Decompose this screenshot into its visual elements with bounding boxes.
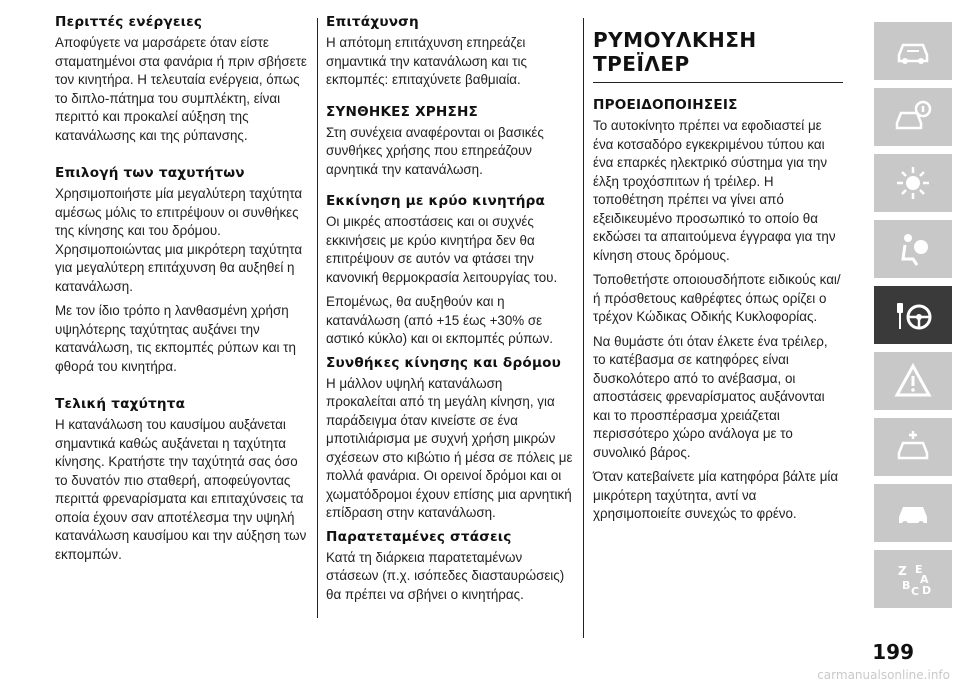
paragraph: Στη συνέχεια αναφέρονται οι βασικές συνθήκες χρήσης που επηρεάζουν αρνητικά την κατανάλωση. [326,124,544,177]
breakdown-triangle-icon [893,361,933,401]
heading-acceleration: Επιτάχυνση [326,14,419,30]
heading-unnecessary-actions: Περιττές ενέργειες [55,14,203,30]
paragraph: Το αυτοκίνητο πρέπει να εφοδιαστεί με ένα κοτσαδόρο εγκεκριμένου τύπου και ένα επαρκές ηλεκτρικό σύστημα για την έλξη τροχόσπιτων ή τρέιλερ. Η τοποθέτηση πρέπει να γίνει από εξειδικευμένο προσωπικό το οποίο θα εκδώσει τα απαιτούμενα έγγραφα για την κίνηση στους δρόμους. [593,118,836,263]
tab-index[interactable] [874,550,952,608]
heading-warnings: ΠΡΟΕΙΔΟΠΟΙΗΣΕΙΣ [593,97,738,113]
tab-safety[interactable] [874,220,952,278]
paragraph: Τοποθετήστε οποιουσδήποτε ειδικούς και/ή πρόσθετους καθρέφτες όπως ορίζει ο τρέχον Κώδικας Οδικής Κυκλοφορίας. [593,272,841,324]
page-number: 199 [872,640,914,664]
maintenance-car-icon [893,427,933,467]
technical-data-car-icon [893,493,933,533]
column-divider [583,18,584,638]
tab-warning-lights[interactable] [874,154,952,212]
paragraph: Οι μικρές αποστάσεις και οι συχνές εκκινήσεις με κρύο κινητήρα δεν θα επιτρέψουν σε αυτόν να φτάσει την κανονική θερμοκρασία λειτουργίας του. [326,214,558,285]
svg-text:C: C [911,585,920,598]
section-title: ΡΥΜΟΥΛΚΗΣΗ ΤΡΕΪΛΕΡ [593,28,843,83]
watermark: carmanualsonline.info [817,668,950,682]
text-column-1 [55,14,307,570]
paragraph: Αποφύγετε να μαρσάρετε όταν είστε σταματημένοι στα φανάρια ή πριν σβήσετε τον κινητήρα. Η τελευταία ενέργεια, όπως το διπλο-πάτημα του συμπλέκτη, είναι περιττό και προκαλεί αύξηση της κατανάλωσης και της ρύπανσης. [55,35,307,143]
svg-text:A: A [920,573,929,586]
tab-emergency[interactable] [874,352,952,410]
heading-gear-selection: Επιλογή των ταχυτήτων [55,165,245,181]
text-column-2 [326,14,574,610]
heading-top-speed: Τελική ταχύτητα [55,396,186,412]
car-info-icon [893,97,933,137]
text-column-3 [593,14,843,530]
paragraph: Επομένως, θα αυξηθούν και η κατανάλωση (από +15 έως +30% σε αστικό κύκλο) και οι εκπομπές ρύπων. [326,294,554,346]
tab-car-info[interactable] [874,88,952,146]
paragraph: Η μάλλον υψηλή κατανάλωση προκαλείται από τη μεγάλη κίνηση, για παράδειγμα όταν κινείστε σε ένα μποτιλιάρισμα με συχνή χρήση μικρών σχέσεων στο κιβώτιο ή μέσα σε πόλεις με πολλά φανάρια. Οι ορεινοί δρόμοι και οι χωματόδρομοι έχουν επίσης μια αρνητική επίδραση στην κατανάλωση. [326,375,573,520]
svg-text:D: D [922,584,932,597]
svg-text:E: E [915,563,923,576]
tab-technical-data[interactable] [874,484,952,542]
paragraph: Με τον ίδιο τρόπο η λανθασμένη χρήση υψηλότερης ταχύτητας αυξάνει την κατανάλωση, τις εκπομπές ρύπων και τη φθορά του κινητήρα. [55,303,296,374]
heading-traffic-road-conditions: Συνθήκες κίνησης και δρόμου [326,354,562,371]
paragraph: Κατά τη διάρκεια παρατεταμένων στάσεων (π.χ. ισόπεδες διασταυρώσεις) θα πρέπει να σβήνει ο κινητήρας. [326,549,565,602]
paragraph: Η κατανάλωση του καυσίμου αυξάνεται σημαντικά καθώς αυξάνεται η ταχύτητα κίνησης. Κρατήστε την ταχύτητά σας όσο το δυνατόν πιο σταθερή, αποφεύγοντας περιττά φρεναρίσματα και επιταχύνσεις τα οποία έχουν σαν αποτέλεσμα την υψηλή κατανάλωση καυσίμου και την αύξηση των εκπομπών. [55,417,307,562]
paragraph: Χρησιμοποιήστε μία μεγαλύτερη ταχύτητα αμέσως μόλις το επιτρέψουν οι συνθήκες της κίνησης και του δρόμου. Χρησιμοποιώντας μια μικρότερη ταχύτητα για μεγαλύτερη επιτάχυνση θα αυξηθεί η κατανάλωση. [55,186,303,294]
chapter-tabs [862,22,952,622]
heading-conditions-of-use: ΣΥΝΘΗΚΕΣ ΧΡΗΣΗΣ [326,103,479,120]
paragraph: Η απότομη επιτάχυνση επηρεάζει σημαντικά την κατανάλωση και τις εκπομπές: επιταχύνετε βαθμιαία. [326,35,527,87]
paragraph: Όταν κατεβαίνετε μία κατηφόρα βάλτε μία μικρότερη ταχύτητα, αντί να χρησιμοποιείτε συνεχώς το φρένο. [593,469,839,521]
svg-text:B: B [902,579,911,592]
warning-lights-icon [893,163,933,203]
car-dashboard-icon [893,31,933,71]
heading-prolonged-stops: Παρατεταμένες στάσεις [326,528,512,545]
index-letters-icon [893,559,933,599]
column-divider [317,18,318,618]
airbag-icon [893,229,933,269]
heading-cold-start: Εκκίνηση με κρύο κινητήρα [326,193,546,209]
key-steering-wheel-icon [893,295,933,335]
tab-maintenance[interactable] [874,418,952,476]
tab-starting-driving[interactable] [874,286,952,344]
svg-text:Z: Z [898,564,907,578]
paragraph: Να θυμάστε ότι όταν έλκετε ένα τρέιλερ, το κατέβασμα σε κατηφόρες είναι δυσκολότερο από το ανέβασμα, οι αποστάσεις φρεναρίσματος αυξάνονται και το προσπέρασμα χρειάζεται περισσότερο χώρο ανάλογα με το συνολικό βάρος. [593,333,828,460]
tab-dashboard[interactable] [874,22,952,80]
